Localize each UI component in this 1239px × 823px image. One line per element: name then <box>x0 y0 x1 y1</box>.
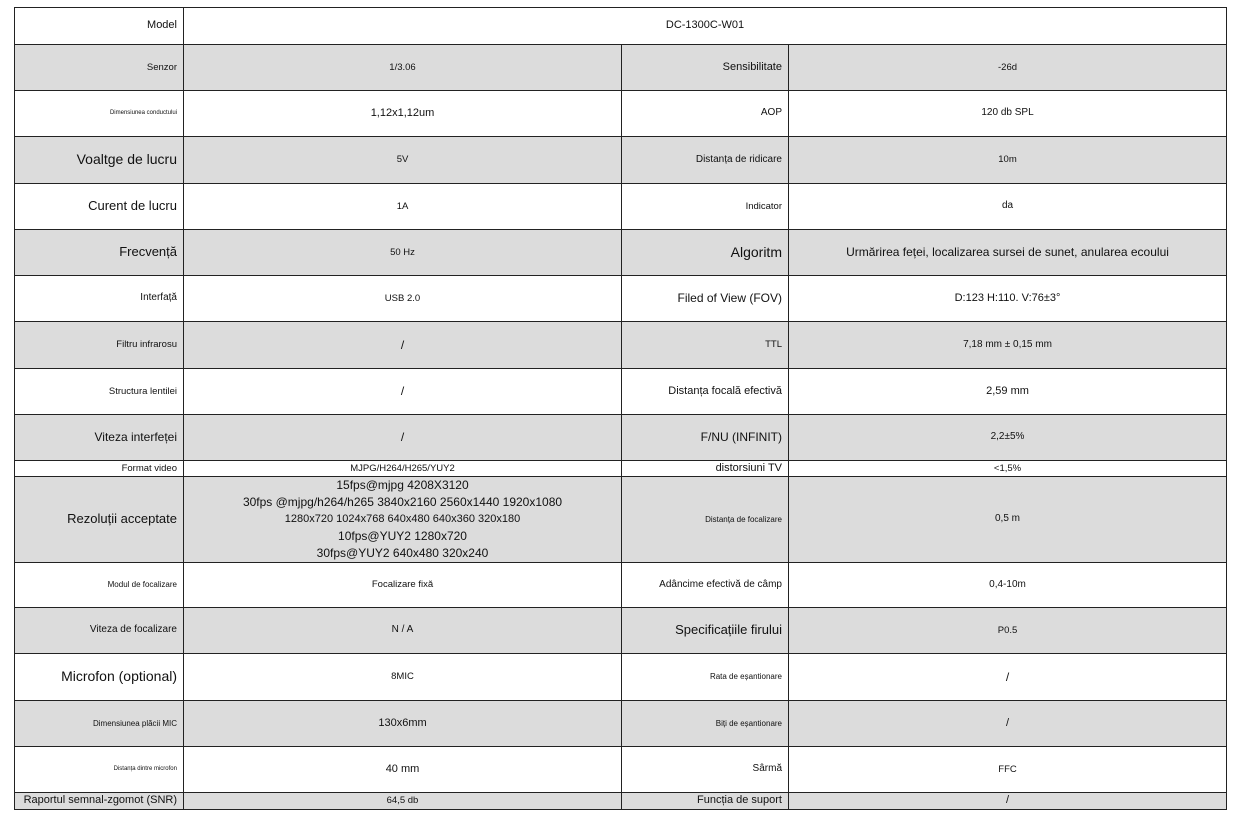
spec-label: Filed of View (FOV) <box>622 276 789 322</box>
spec-value: 0,5 m <box>789 477 1227 563</box>
table-row <box>15 563 1227 608</box>
spec-value: 64,5 db <box>184 793 622 810</box>
resolution-line: 1280x720 1024x768 640x480 640x360 320x180 <box>284 513 521 525</box>
spec-label: Distanța de focalizare <box>622 477 789 563</box>
table-row <box>15 322 1227 369</box>
table-row <box>15 701 1227 747</box>
table-row <box>15 477 1227 563</box>
spec-label: Biți de eșantionare <box>622 701 789 747</box>
table-row <box>15 747 1227 793</box>
spec-label: Rata de eșantionare <box>622 654 789 701</box>
table-row <box>15 654 1227 701</box>
spec-value: 50 Hz <box>184 230 622 276</box>
spec-value: / <box>184 322 622 369</box>
resolution-line: 15fps@mjpg 4208X3120 <box>336 478 469 492</box>
spec-value: 2,2±5% <box>789 415 1227 461</box>
spec-value: <1,5% <box>789 461 1227 477</box>
spec-value: 5V <box>184 137 622 184</box>
spec-label: Funcția de suport <box>622 793 789 810</box>
spec-label: Format video <box>15 461 184 477</box>
table-row <box>15 230 1227 276</box>
spec-value: / <box>789 701 1227 747</box>
spec-label: Viteza interfeței <box>15 415 184 461</box>
spec-label: Distanța dintre microfon <box>15 747 184 793</box>
spec-value: da <box>789 184 1227 230</box>
resolution-line: 30fps @mjpg/h264/h265 3840x2160 2560x1440 1920x1080 <box>242 495 563 509</box>
spec-label: Adâncime efectivă de câmp <box>622 563 789 608</box>
spec-label: Specificațiile firului <box>622 608 789 654</box>
spec-value: Focalizare fixă <box>184 563 622 608</box>
spec-label: Raportul semnal-zgomot (SNR) <box>15 793 184 810</box>
table-row <box>15 276 1227 322</box>
spec-value: N / A <box>184 608 622 654</box>
spec-value: / <box>789 793 1227 810</box>
spec-value: FFC <box>789 747 1227 793</box>
spec-label: Rezoluții acceptate <box>15 477 184 563</box>
spec-label: Voaltge de lucru <box>15 137 184 184</box>
spec-label: AOP <box>622 91 789 137</box>
spec-value: 130x6mm <box>184 701 622 747</box>
spec-label: Structura lentilei <box>15 369 184 415</box>
row-model <box>15 8 1227 45</box>
spec-value: Urmărirea feței, localizarea sursei de sunet, anularea ecoului <box>789 230 1227 276</box>
table-row <box>15 184 1227 230</box>
spec-label: Curent de lucru <box>15 184 184 230</box>
table-row <box>15 461 1227 477</box>
spec-value: 1A <box>184 184 622 230</box>
spec-value: 2,59 mm <box>789 369 1227 415</box>
spec-value: -26d <box>789 45 1227 91</box>
spec-label: Filtru infrarosu <box>15 322 184 369</box>
spec-label: Sensibilitate <box>622 45 789 91</box>
table-row <box>15 608 1227 654</box>
spec-label: distorsiuni TV <box>622 461 789 477</box>
spec-label: Microfon (optional) <box>15 654 184 701</box>
spec-value: 10m <box>789 137 1227 184</box>
spec-value: 8MIC <box>184 654 622 701</box>
table-row <box>15 369 1227 415</box>
resolutions-list <box>184 477 622 563</box>
spec-table <box>14 7 1227 810</box>
spec-value: 1,12x1,12um <box>184 91 622 137</box>
spec-label: Distanța focală efectivă <box>622 369 789 415</box>
table-row <box>15 91 1227 137</box>
spec-label: Senzor <box>15 45 184 91</box>
resolution-line: 30fps@YUY2 640x480 320x240 <box>316 546 489 560</box>
spec-label: Dimensiunea conductului <box>15 91 184 137</box>
spec-label: Indicator <box>622 184 789 230</box>
spec-label: Distanța de ridicare <box>622 137 789 184</box>
table-row <box>15 45 1227 91</box>
spec-label: Modul de focalizare <box>15 563 184 608</box>
spec-label: F/NU (INFINIT) <box>622 415 789 461</box>
spec-value: P0.5 <box>789 608 1227 654</box>
spec-label: Frecvență <box>15 230 184 276</box>
spec-label: TTL <box>622 322 789 369</box>
table-row <box>15 415 1227 461</box>
spec-value: 120 db SPL <box>789 91 1227 137</box>
label-model: Model <box>15 8 184 45</box>
resolution-line: 10fps@YUY2 1280x720 <box>338 529 467 543</box>
value-model: DC-1300C-W01 <box>184 8 1227 45</box>
spec-label: Dimensiunea plăcii MIC <box>15 701 184 747</box>
spec-value: D:123 H:110. V:76±3° <box>789 276 1227 322</box>
spec-value: 1/3.06 <box>184 45 622 91</box>
spec-value: USB 2.0 <box>184 276 622 322</box>
spec-value: / <box>184 415 622 461</box>
spec-value: / <box>789 654 1227 701</box>
table-row <box>15 793 1227 810</box>
spec-value: / <box>184 369 622 415</box>
spec-value: 0,4-10m <box>789 563 1227 608</box>
spec-label: Algoritm <box>622 230 789 276</box>
spec-label: Interfață <box>15 276 184 322</box>
spec-label: Sârmă <box>622 747 789 793</box>
spec-value: 40 mm <box>184 747 622 793</box>
spec-label: Viteza de focalizare <box>15 608 184 654</box>
spec-value: MJPG/H264/H265/YUY2 <box>184 461 622 477</box>
spec-value: 7,18 mm ± 0,15 mm <box>789 322 1227 369</box>
table-row <box>15 137 1227 184</box>
